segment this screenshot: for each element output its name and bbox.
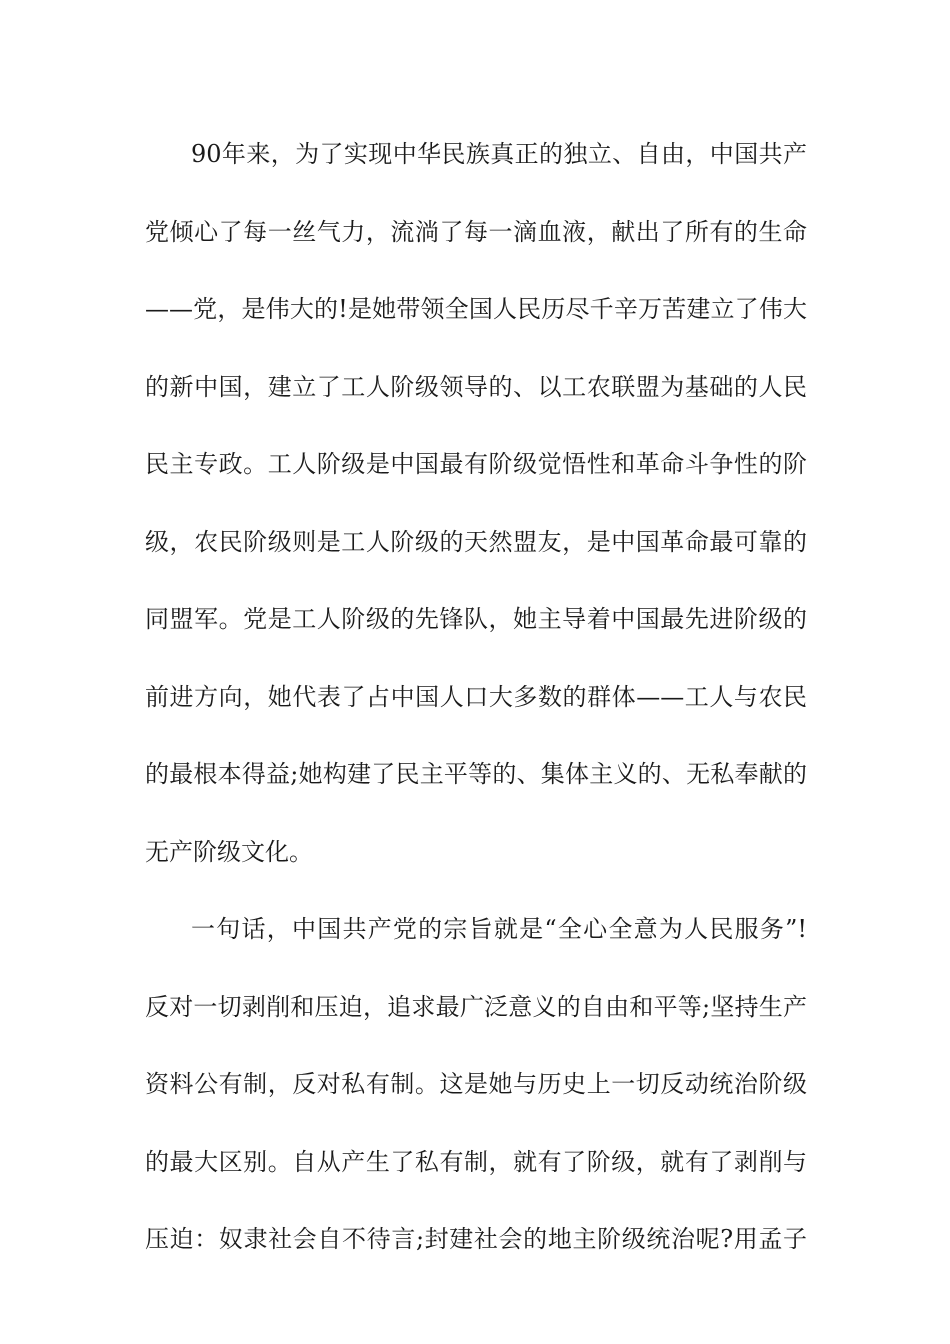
text-line: 前进方向，她代表了占中国人口大多数的群体——工人与农民 — [145, 682, 807, 711]
text-line: 民主专政。工人阶级是中国最有阶级觉悟性和革命斗争性的阶 — [145, 450, 807, 478]
text-line: 同盟军。党是工人阶级的先锋队，她主导着中国最先进阶级的 — [145, 605, 807, 633]
text-line: 党倾心了每一丝气力，流淌了每一滴血液，献出了所有的生命 — [145, 217, 807, 246]
text-line: 资料公有制，反对私有制。这是她与历史上一切反动统治阶级 — [145, 1070, 807, 1098]
text-line: 反对一切剥削和压迫，追求最广泛意义的自由和平等;坚持生产 — [145, 992, 807, 1021]
body-text — [145, 128, 807, 1291]
text-line: 级，农民阶级则是工人阶级的天然盟友，是中国革命最可靠的 — [145, 527, 807, 556]
text-line: 90年来，为了实现中华民族真正的独立、自由，中国共产 — [191, 140, 807, 168]
text-line: 无产阶级文化。 — [145, 837, 313, 866]
text-line: 的最大区别。自从产生了私有制，就有了阶级，就有了剥削与 — [145, 1147, 807, 1176]
paragraph-2 — [145, 903, 807, 1265]
paragraph-1 — [145, 128, 807, 878]
text-line: 一句话，中国共产党的宗旨就是“全心全意为人民服务”! — [191, 915, 807, 943]
text-line: 的最根本得益;她构建了民主平等的、集体主义的、无私奉献的 — [145, 760, 807, 788]
text-line: 压迫：奴隶社会自不待言;封建社会的地主阶级统治呢?用孟子 — [145, 1225, 807, 1253]
text-line: 的新中国，建立了工人阶级领导的、以工农联盟为基础的人民 — [145, 372, 807, 401]
text-line: ——党，是伟大的!是她带领全国人民历尽千辛万苦建立了伟大 — [145, 295, 807, 323]
